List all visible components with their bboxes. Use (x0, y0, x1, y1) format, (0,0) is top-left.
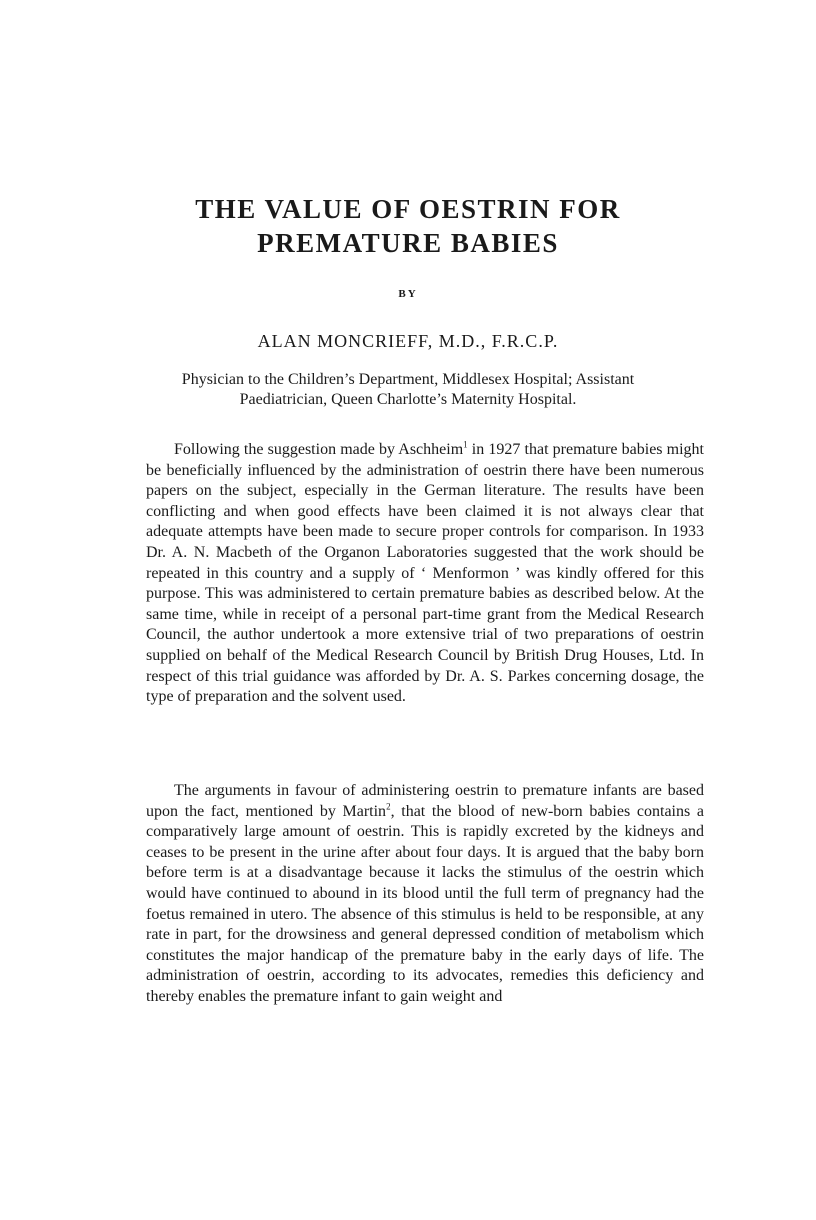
reference-2: 2 (386, 801, 391, 812)
paragraph-1-text-a: Following the suggestion made by Aschheim (174, 441, 464, 458)
author-affiliation (0, 370, 816, 410)
affiliation-line-2: Paediatrician, Queen Charlotte’s Maternity Hospital. (239, 391, 577, 408)
article-title (0, 192, 816, 260)
byline-label: BY (398, 288, 418, 300)
author-name: ALAN MONCRIEFF, M.D., F.R.C.P. (257, 331, 559, 351)
affiliation-line-1: Physician to the Children’s Department, Middlesex Hospital; Assistant (181, 371, 635, 388)
title-line-1: THE VALUE OF OESTRIN FOR (195, 194, 621, 224)
paragraph-1 (146, 440, 704, 708)
reference-1: 1 (463, 439, 468, 450)
paragraph-2-text-b: , that the blood of new-born babies contains a comparatively large amount of oestrin. This is rapidly excreted by the kidneys and ceases to be present in the urine after about four days. It is argued that the baby born before term is at a disadvantage because it lacks the stimulus of the oestrin which would have continued to abound in its blood until the full term of pregnancy had the foetus remained in utero. The absence of this stimulus is held to be responsible, at any rate in part, for the drowsiness and general depressed condition of metabolism which constitutes the major handicap of the premature baby in the early days of life. The administration of oestrin, according to its advocates, remedies this deficiency and thereby enables the premature infant to gain weight and (146, 802, 705, 1005)
title-line-2: PREMATURE BABIES (257, 228, 559, 258)
paragraph-2 (146, 781, 704, 1008)
paragraph-2-text-a: The arguments in favour of administering oestrin to premature infants are based upon the fact, mentioned by Martin (146, 782, 704, 820)
paragraph-1-text-b: in 1927 that premature babies might be beneficially influenced by the administration of oestrin there have been numerous papers on the subject, especially in the German literature. The results have been conflicting and when good effects have been claimed it is not always clear that adequate attempts have been made to secure proper controls for comparison. In 1933 Dr. A. N. Macbeth of the Organon Laboratories suggested that the work should be repeated in this country and a supply of ‘ Menformon ’ was kindly offered for this purpose. This was administered to certain premature babies as described below. At the same time, while in receipt of a personal part-time grant from the Medical Research Council, the author undertook a more extensive trial of two preparations of oestrin supplied on behalf of the Medical Research Council by British Drug Houses, Ltd. In respect of this trial guidance was afforded by Dr. A. S. Parkes concerning dosage, the type of preparation and the solvent used. (146, 441, 705, 706)
